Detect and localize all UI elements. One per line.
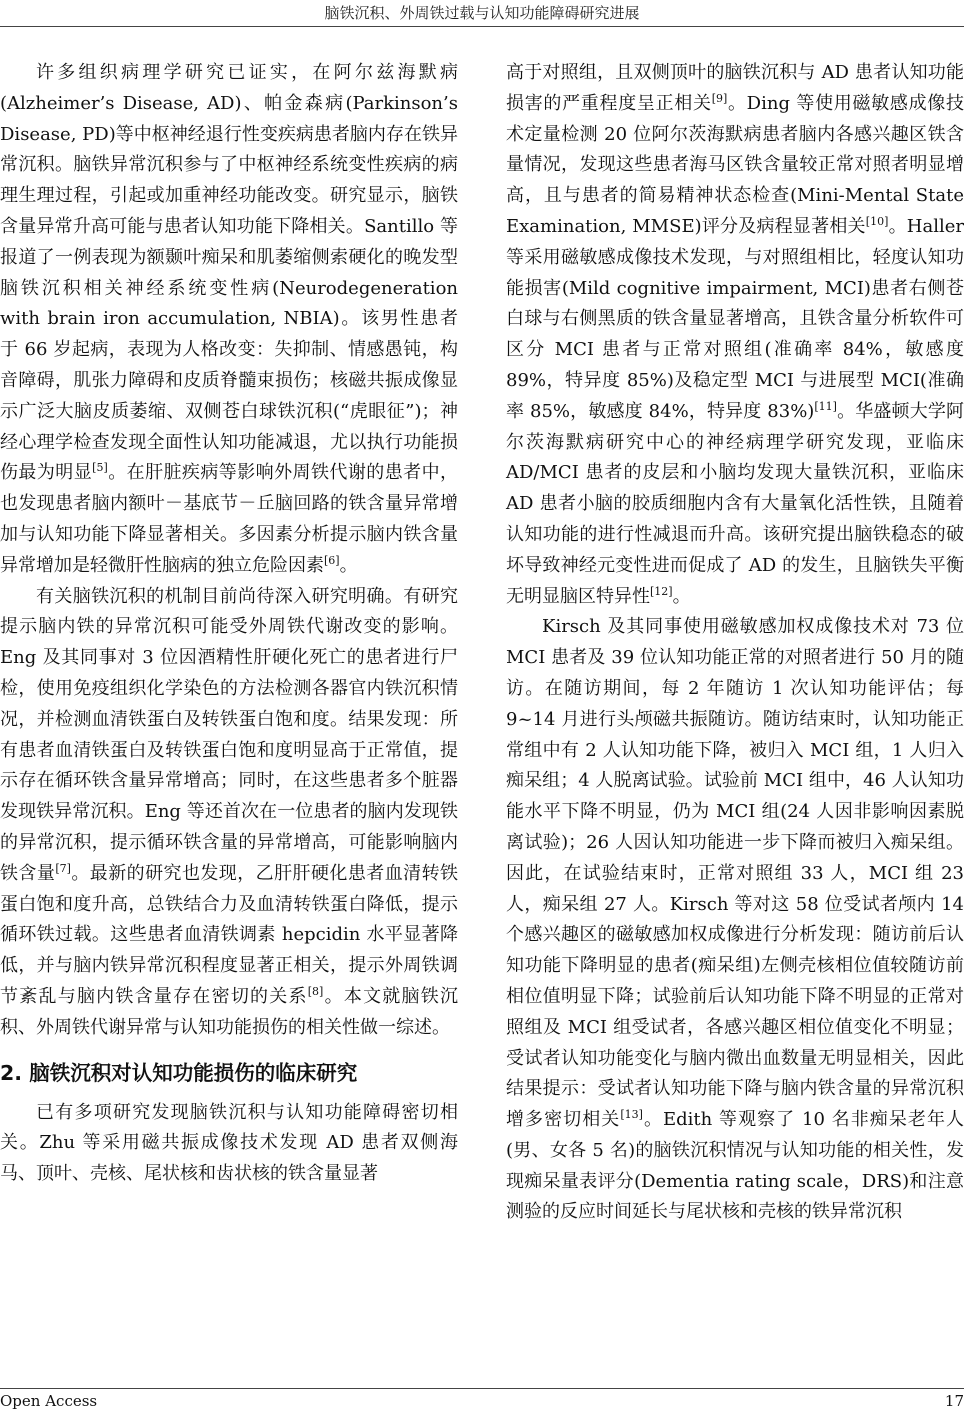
citation-ref: [11] [814, 399, 837, 413]
paragraph [0, 582, 458, 1044]
paragraph-text: 。Ding 等使用磁敏感成像技术定量检测 20 位阿尔茨海默病患者脑内各感兴趣区铁含量情况，发现这些患者海马区铁含量较正常对照者明显增高，且与患者的简易精神状态检查(Mini-Mental State Examination, MMSE)评分及病程显著相关 [506, 92, 964, 237]
paragraph-text: 。Edith 等观察了 10 名非痴呆老年人(男、女各 5 名)的脑铁沉积情况与认知功能的相关性，发现痴呆量表评分(Dementia rating scale，DRS)和注意测验的反应时间延长与尾状核和壳核的铁异常沉积 [506, 1109, 964, 1223]
paragraph-text: Kirsch 及其同事使用磁敏感加权成像技术对 73 位 MCI 患者及 39 位认知功能正常的对照者进行 50 月的随访。在随访期间，每 2 年随访 1 次认知功能评估；每 9~14 月进行头颅磁共振随访。随访结束时，认知功能正常组中有 2 人认知功能下降，被归入 MCI 组，1 人归入痴呆组；4 人脱离试验。试验前 MCI 组中，46 人认知功能水平下降不明显，仍为 MCI 组(24 人因非影响因素脱离试验)；26 人因认知功能进一步下降而被归入痴呆组。因此，在试验结束时，正常对照组 33 人，MCI 组 23 人，痴呆组 27 人。Kirsch 等对这 58 位受试者颅内 14 个感兴趣区的磁敏感加权成像进行分析发现：随访前后认知功能下降明显的患者(痴呆组)左侧壳核相位值较随访前相位值明显下降；试验前后认知功能下降不明显的正常对照组及 MCI 组受试者，各感兴趣区相位值变化不明显；受试者认知功能变化与脑内微出血数量无明显相关，因此结果提示：受试者认知功能下降与脑内铁含量的异常沉积增多密切相关 [506, 616, 964, 1131]
paragraph [506, 612, 964, 1228]
paragraph-text: 。Haller 等采用磁敏感成像技术发现，与对照组相比，轻度认知功能损害(Mild cognitive impairment, MCI)患者右侧苍白球与右侧黑质的铁含量显著增高，且铁含量分析软件可区分 MCI 患者与正常对照组(准确率 84%，敏感度 89%，特异度 85%)及稳定型 MCI 与进展型 MCI(准确率 85%，敏感度 84%，特异度 83%) [506, 215, 964, 422]
citation-ref: [6] [324, 553, 340, 567]
footer-rule [0, 1388, 964, 1389]
citation-ref: [13] [620, 1108, 643, 1122]
paragraph [0, 1098, 458, 1190]
citation-ref: [9] [711, 91, 728, 105]
running-header: 脑铁沉积、外周铁过载与认知功能障碍研究进展 [324, 4, 640, 22]
section-heading: 2. 脑铁沉积对认知功能损伤的临床研究 [0, 1060, 358, 1085]
paragraph-text: 许多组织病理学研究已证实，在阿尔兹海默病(Alzheimer’s Disease, AD)、帕金森病(Parkinson’s Disease, PD)等中枢神经退行性变疾病患者脑内存在铁异常沉积。脑铁异常沉积参与了中枢神经系统变性疾病的病理生理过程，引起或加重神经功能改变。研究显示，脑铁含量异常升高可能与患者认知功能下降相关。Santillo 等报道了一例表现为额颞叶痴呆和肌萎缩侧索硬化的晚发型脑铁沉积相关神经系统变性病(Neurodegeneration with brain iron accumulation, NBIA)。该男性患者于 66 岁起病，表现为人格改变：失抑制、情感愚钝，构音障碍，肌张力障碍和皮质脊髓束损伤；核磁共振成像显示广泛大脑皮质萎缩、双侧苍白球铁沉积(“虎眼征”)；神经心理学检查发现全面性认知功能减退，尤以执行功能损伤最为明显 [0, 62, 458, 484]
paragraph [506, 58, 964, 612]
paragraph-text: 。在肝脏疾病等影响外周铁代谢的患者中，也发现患者脑内额叶－基底节－丘脑回路的铁含量异常增加与认知功能下降显著相关。多因素分析提示脑内铁含量异常增加是轻微肝性脑病的独立危险因素 [0, 462, 459, 576]
paragraph-text: 。华盛顿大学阿尔茨海默病研究中心的神经病理学研究发现，亚临床 AD/MCI 患者的皮层和小脑均发现大量铁沉积，亚临床 AD 患者小脑的胶质细胞内含有大量氧化活性铁，且随着认知功能的进行性减退而升高。该研究提出脑铁稳态的破坏导致神经元变性进而促成了 AD 的发生，且脑铁失平衡无明显脑区特异性 [506, 400, 964, 607]
paragraph-text: 。最新的研究也发现，乙肝肝硬化患者血清转铁蛋白饱和度升高，总铁结合力及血清转铁蛋白降低，提示循环铁过载。这些患者血清铁调素 hepcidin 水平显著降低，并与脑内铁异常沉积程度显著正相关，提示外周铁调节紊乱与脑内铁含量存在密切的关系 [0, 862, 459, 1007]
citation-ref: [5] [92, 461, 108, 475]
left-column [0, 58, 458, 1190]
right-column [506, 58, 964, 1228]
paragraph-text: 。 [339, 554, 358, 576]
paragraph [0, 58, 458, 582]
header-rule [0, 26, 964, 27]
page-number: 17 [944, 1392, 964, 1410]
paragraph-text: 有关脑铁沉积的机制目前尚待深入研究明确。有研究提示脑内铁的异常沉积可能受外周铁代谢改变的影响。Eng 及其同事对 3 位因酒精性肝硬化死亡的患者进行尸检，使用免疫组织化学染色的方法检测各器官内铁沉积情况，并检测血清铁蛋白及转铁蛋白饱和度。结果发现：所有患者血清铁蛋白及转铁蛋白饱和度明显高于正常值，提示存在循环铁含量异常增高；同时，在这些患者多个脏器发现铁异常沉积。Eng 等还首次在一位患者的脑内发现铁的异常沉积，提示循环铁含量的异常增高，可能影响脑内铁含量 [0, 585, 458, 884]
paragraph-text: 已有多项研究发现脑铁沉积与认知功能障碍密切相关。Zhu 等采用磁共振成像技术发现 AD 患者双侧海马、顶叶、壳核、尾状核和齿状核的铁含量显著 [0, 1101, 458, 1185]
citation-ref: [12] [650, 584, 673, 598]
citation-ref: [8] [307, 984, 324, 998]
citation-ref: [10] [865, 214, 889, 228]
citation-ref: [7] [55, 861, 71, 875]
footer-open-access: Open Access [0, 1392, 98, 1410]
paragraph-text: 。本文就脑铁沉积、外周铁代谢异常与认知功能损伤的相关性做一综述。 [0, 985, 459, 1038]
paragraph-text: 。 [672, 585, 691, 607]
paragraph-text: 高于对照组，且双侧顶叶的脑铁沉积与 AD 患者认知功能损害的严重程度呈正相关 [506, 62, 964, 114]
